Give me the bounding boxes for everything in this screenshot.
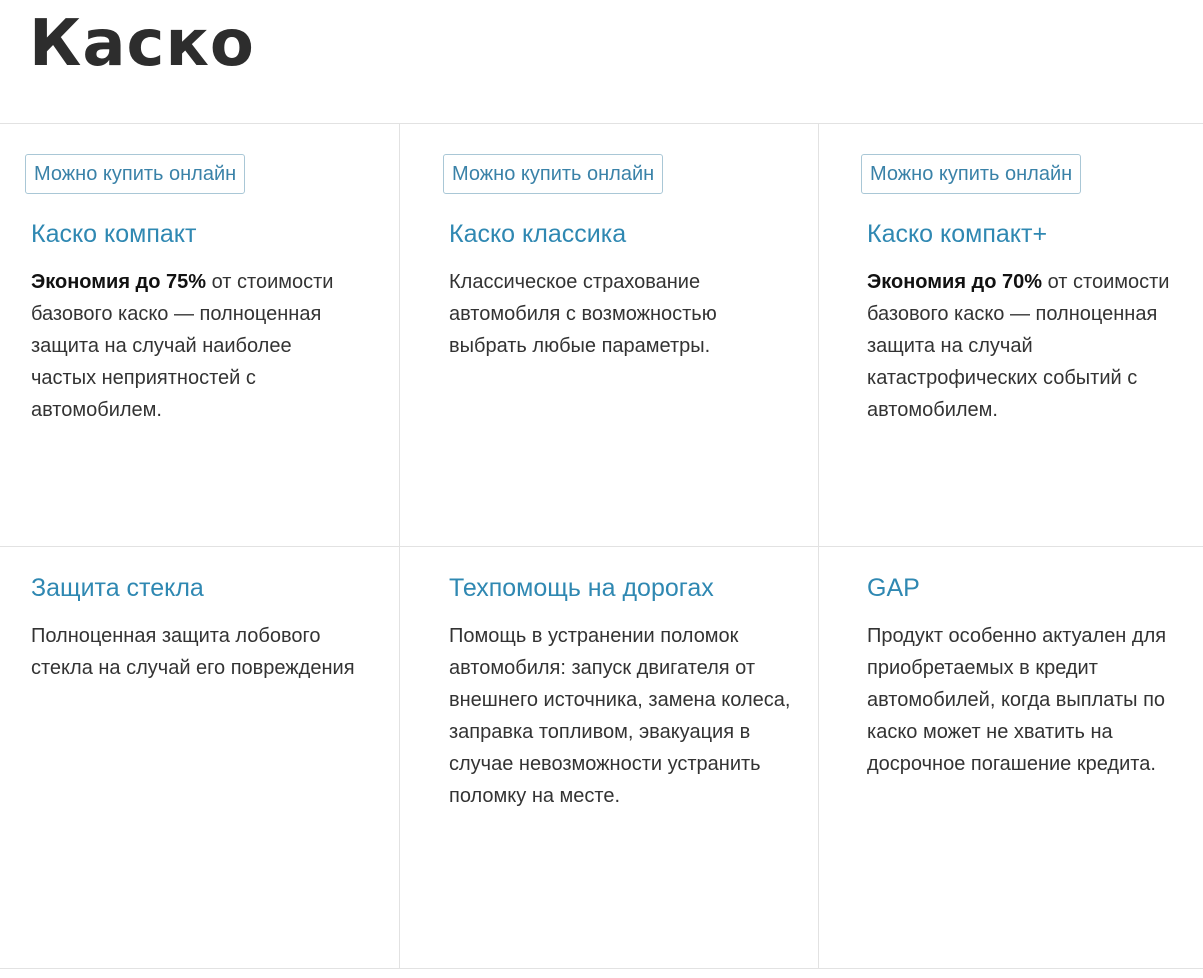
savings-highlight: Экономия до 75% xyxy=(31,271,207,293)
buy-online-badge[interactable]: Можно купить онлайн xyxy=(861,154,1081,194)
description-text: Классическое страхование автомобиля с возможностью выбрать любые параметры. xyxy=(449,271,717,357)
product-card-road-assistance[interactable] xyxy=(400,547,819,968)
product-card-kasko-kompakt[interactable] xyxy=(0,124,400,546)
products-row xyxy=(0,547,1203,968)
product-description xyxy=(449,266,794,362)
product-title[interactable]: Каско компакт xyxy=(31,220,197,248)
buy-online-badge[interactable]: Можно купить онлайн xyxy=(25,154,245,194)
product-description: Продукт особенно актуален для приобретаемых в кредит автомобилей, когда выплаты по каско может не хватить на досрочное погашение кредита. xyxy=(867,625,1167,775)
product-card-glass-protection[interactable] xyxy=(0,547,400,968)
products-row xyxy=(0,124,1203,547)
product-description xyxy=(867,266,1192,426)
product-description: Полноценная защита лобового стекла на случай его повреждения xyxy=(31,625,355,679)
savings-highlight: Экономия до 70% xyxy=(867,271,1043,293)
description-text: от стоимости базового каско — полноценная защита на случай катастрофических событий с автомобилем. xyxy=(867,271,1170,421)
product-title[interactable]: GAP xyxy=(867,574,920,602)
product-title[interactable]: Каско классика xyxy=(449,220,627,248)
page-title: Каско xyxy=(29,7,255,81)
product-title[interactable]: Защита стекла xyxy=(31,574,204,602)
description-text: от стоимости базового каско — полноценная защита на случай наиболее частых неприятностей с автомобилем. xyxy=(31,271,334,421)
product-card-kasko-kompakt-plus[interactable] xyxy=(819,124,1203,546)
product-title[interactable]: Техпомощь на дорогах xyxy=(449,574,714,602)
product-description xyxy=(31,266,361,426)
product-title[interactable]: Каско компакт+ xyxy=(867,220,1048,248)
products-grid xyxy=(0,123,1203,969)
buy-online-badge[interactable]: Можно купить онлайн xyxy=(443,154,663,194)
product-card-gap[interactable] xyxy=(819,547,1203,968)
product-description: Помощь в устранении поломок автомобиля: запуск двигателя от внешнего источника, замена колеса, заправка топливом, эвакуация в случае невозможности устранить поломку на месте. xyxy=(449,625,791,807)
product-card-kasko-klassika[interactable] xyxy=(400,124,819,546)
